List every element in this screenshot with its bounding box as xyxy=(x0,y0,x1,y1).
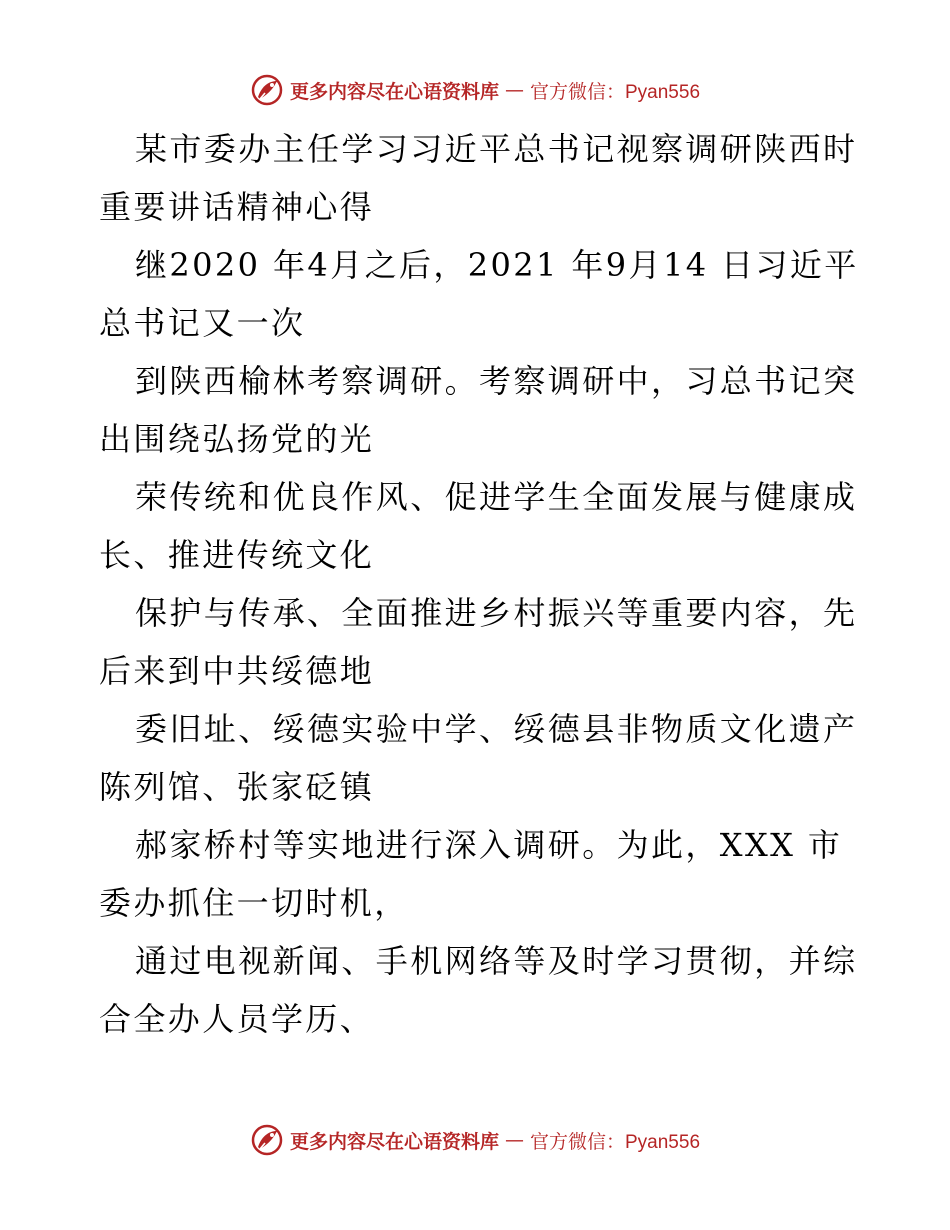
pen-nib-logo-icon xyxy=(250,73,284,107)
watermark-wechat-text: 官方微信：Pyan556 xyxy=(530,1131,701,1153)
watermark-site-text: 更多内容尽在心语资料库 xyxy=(289,1130,499,1153)
paragraph-3: 荣传统和优良作风、促进学生全面发展与健康成长、推进传统文化 xyxy=(99,478,858,574)
watermark-wechat-text: 官方微信：Pyan556 xyxy=(530,81,701,103)
paragraph-5: 委旧址、绥德实验中学、绥德县非物质文化遗产陈列馆、张家砭镇 xyxy=(99,710,858,806)
document-body xyxy=(99,120,859,1048)
paragraph-6: 郝家桥村等实地进行深入调研。为此，XXX 市委办抓住一切时机， xyxy=(99,826,843,922)
watermark-dash: — xyxy=(505,1129,524,1151)
paragraph-7: 通过电视新闻、手机网络等及时学习贯彻，并综合全办人员学历、 xyxy=(99,942,858,1038)
watermark-site-text: 更多内容尽在心语资料库 xyxy=(289,80,499,103)
footer-watermark xyxy=(0,1120,950,1160)
header-watermark xyxy=(0,70,950,110)
paragraph-2: 到陕西榆林考察调研。考察调研中，习总书记突出围绕弘扬党的光 xyxy=(99,362,858,458)
paragraph-1: 继2020 年4月之后，2021 年9月14 日习近平总书记又一次 xyxy=(99,246,859,342)
paragraph-4: 保护与传承、全面推进乡村振兴等重要内容，先后来到中共绥德地 xyxy=(99,594,858,690)
document-title: 某市委办主任学习习近平总书记视察调研陕西时重要讲话精神心得 xyxy=(99,130,858,226)
pen-nib-logo-icon xyxy=(250,1123,284,1157)
watermark-dash: — xyxy=(505,79,524,101)
